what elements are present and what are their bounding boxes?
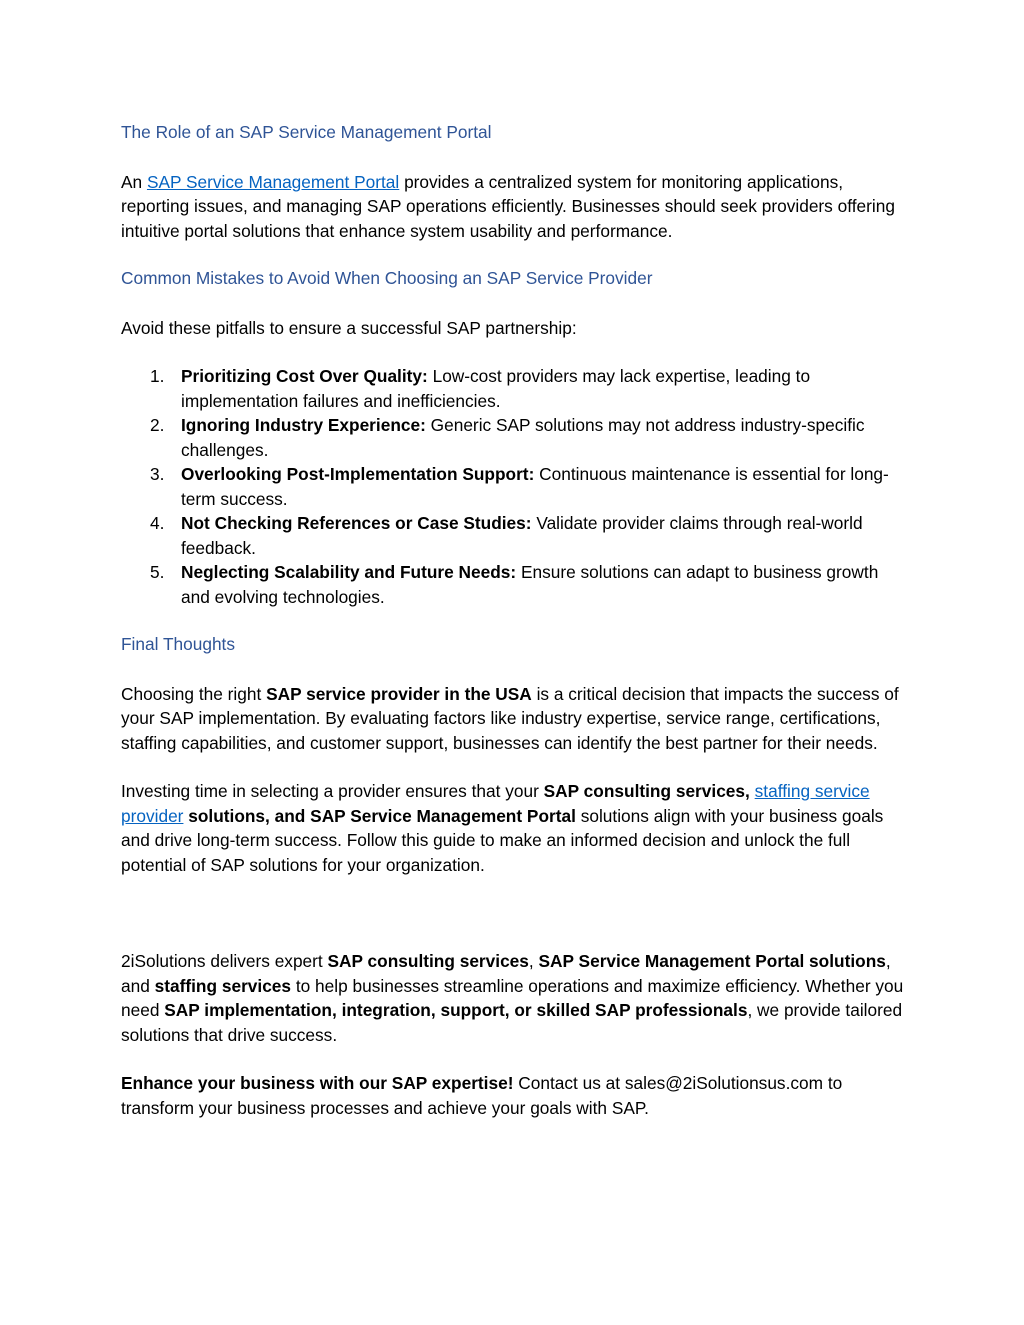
final-p1-prefix: Choosing the right	[121, 683, 267, 704]
list-item-title: Neglecting Scalability and Future Needs:	[181, 562, 517, 582]
list-item	[121, 560, 906, 609]
company-text-a: 2iSolutions delivers expert	[121, 951, 328, 971]
list-item-text: Continuous maintenance is essential for long-term success.	[181, 464, 889, 509]
list-item	[121, 413, 906, 462]
list-item-number: 5.	[150, 562, 165, 582]
final-p2-prefix: Investing time in selecting a provider ensures that your	[121, 781, 544, 801]
list-item-text: Low-cost providers may lack expertise, leading to implementation failures and inefficiencies.	[181, 366, 811, 411]
list-item-title: Overlooking Post-Implementation Support:	[181, 464, 535, 484]
mistakes-list	[121, 364, 906, 609]
staffing-service-provider-link[interactable]: staffing service provider	[121, 781, 870, 826]
contact-text: Contact us at sales@2iSolutionsus.com to transform your business processes and achieve your goals with SAP.	[121, 1073, 843, 1118]
final-p2-bold-2: solutions, and SAP Service Management Portal	[183, 805, 576, 826]
final-paragraph-1	[121, 682, 906, 756]
list-item-number: 2.	[150, 415, 165, 435]
company-bold-d: SAP Service Management Portal solutions	[538, 951, 886, 971]
list-item-number: 4.	[150, 513, 165, 533]
company-text-c: ,	[528, 951, 539, 971]
company-text-g: to help businesses streamline operations and maximize efficiency. Whether you need	[121, 975, 904, 1020]
company-bold-f: staffing services	[154, 975, 292, 996]
company-text-e: , and	[121, 951, 891, 996]
company-bold-h: SAP implementation, integration, support, or skilled SAP professionals	[164, 1000, 748, 1020]
section-heading-mistakes: Common Mistakes to Avoid When Choosing an SAP Service Provider	[121, 268, 653, 288]
final-p2-bold-1: SAP consulting services,	[543, 781, 750, 801]
role-intro-prefix: An	[121, 171, 147, 192]
role-intro-suffix: provides a centralized system for monitoring applications, reporting issues, and managing SAP operations efficiently. Businesses should seek providers offering intuitive portal solutions that enhance system usability and performance.	[121, 171, 895, 241]
list-item-number: 1.	[150, 366, 165, 386]
section-heading-final: Final Thoughts	[121, 634, 235, 654]
list-item-text: Validate provider claims through real-world feedback.	[181, 513, 863, 558]
section-heading-role: The Role of an SAP Service Management Portal	[121, 122, 492, 142]
final-p1-bold: SAP service provider in the USA	[266, 683, 532, 704]
role-paragraph	[121, 170, 906, 244]
company-text-i: , we provide tailored solutions that drive success.	[121, 1000, 903, 1045]
final-p1-suffix: is a critical decision that impacts the success of your SAP implementation. By evaluating factors like industry expertise, service range, certifications, staffing capabilities, and customer support, businesses can identify the best partner for their needs.	[121, 683, 899, 753]
sap-service-portal-link[interactable]: SAP Service Management Portal	[146, 171, 400, 192]
list-item	[121, 511, 906, 560]
list-item-text: Generic SAP solutions may not address industry-specific challenges.	[181, 415, 865, 460]
final-p2-suffix: solutions align with your business goals and drive long-term success. Follow this guide to make an informed decision and unlock the full potential of SAP solutions for your organization.	[121, 805, 884, 875]
list-item	[121, 462, 906, 511]
company-paragraph	[121, 949, 906, 1047]
list-item-title: Not Checking References or Case Studies:	[181, 513, 532, 533]
mistakes-intro: Avoid these pitfalls to ensure a successful SAP partnership:	[121, 317, 577, 338]
contact-bold: Enhance your business with our SAP expertise!	[121, 1073, 514, 1093]
list-item-number: 3.	[150, 464, 165, 484]
list-item-text: Ensure solutions can adapt to business growth and evolving technologies.	[181, 562, 879, 607]
document-page	[121, 120, 906, 1120]
final-paragraph-2	[121, 779, 906, 877]
list-item-title: Prioritizing Cost Over Quality:	[181, 366, 428, 386]
contact-paragraph	[121, 1071, 906, 1120]
list-item-title: Ignoring Industry Experience:	[181, 415, 426, 435]
company-bold-b: SAP consulting services	[327, 951, 529, 971]
list-item	[121, 364, 906, 413]
